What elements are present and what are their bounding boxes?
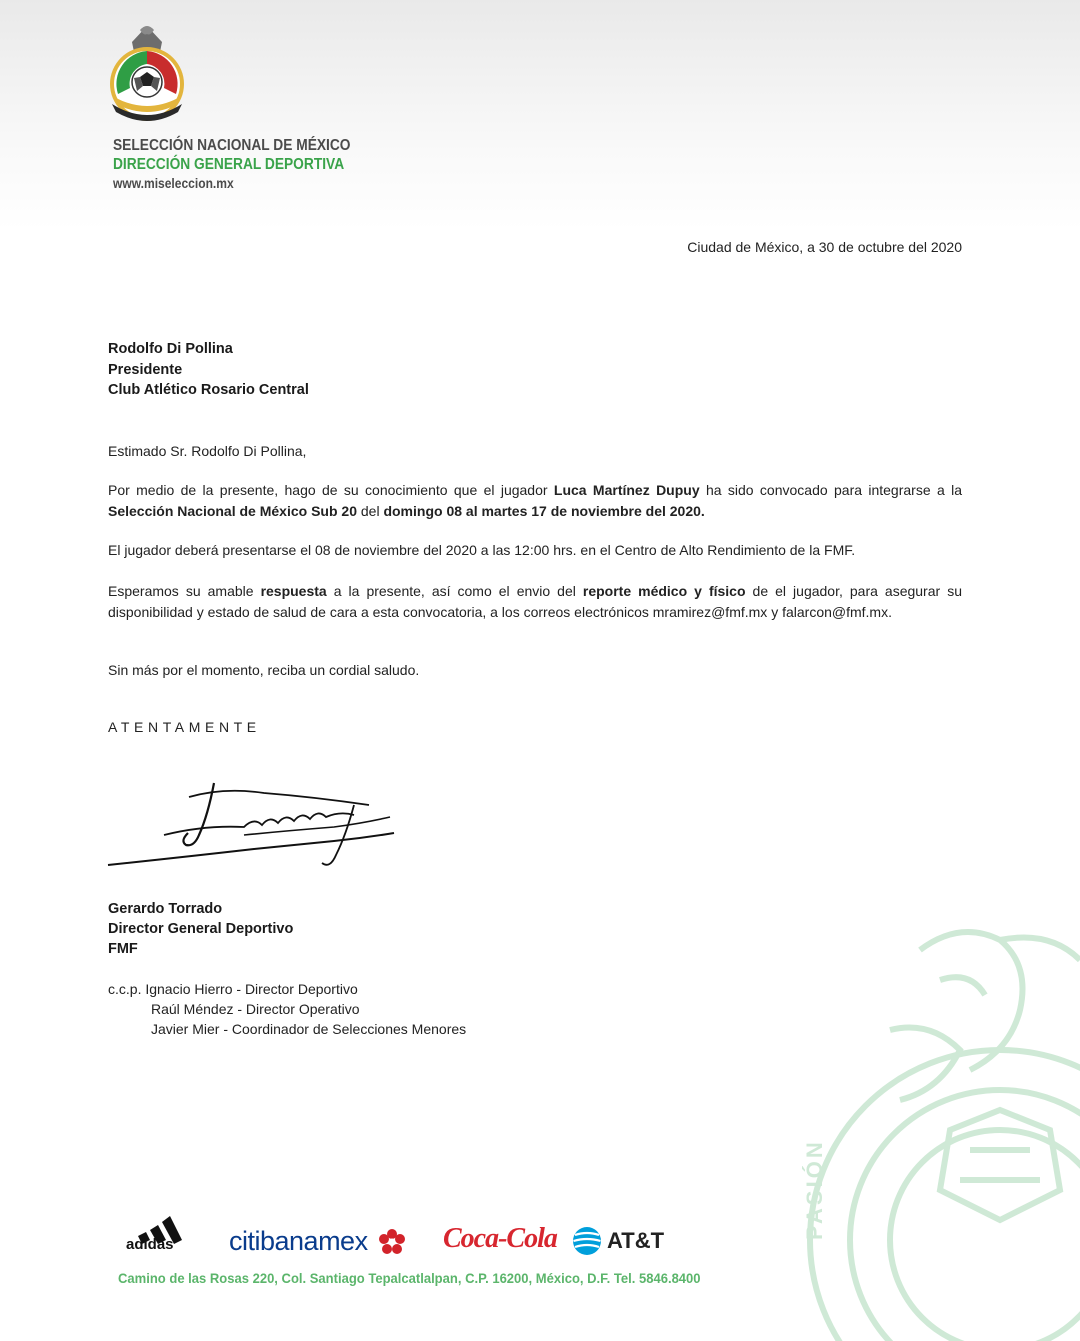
- player-name: Luca Martínez Dupuy: [553, 482, 700, 498]
- text-run: del: [356, 502, 384, 519]
- handwritten-signature: [104, 775, 404, 875]
- recipient-name: Rodolfo Di Pollina: [108, 341, 233, 357]
- adidas-logo: adidas: [126, 1236, 174, 1253]
- cc-line: c.c.p. Ignacio Hierro - Director Deportivo: [108, 981, 358, 997]
- text-run: de el jugador, para asegurar su disponibilidad y estado de salud de cara a esta convocatoria, a los correos electrónicos mramirez@fmf.mx y falarcon@fmf.mx.: [108, 583, 962, 620]
- citibanamex-logo: citibanamex: [229, 1226, 368, 1256]
- text-run: Esperamos su amable: [108, 583, 261, 599]
- closing-line: Sin más por el momento, reciba un cordial saludo.: [108, 662, 420, 678]
- att-globe-icon: [572, 1226, 602, 1256]
- text-run: ha sido convocado para integrarse a la: [699, 482, 962, 498]
- signer-name: Gerardo Torrado: [108, 901, 223, 917]
- paragraph-convocation: [108, 480, 962, 521]
- signer-title: Director General Deportivo: [108, 921, 294, 937]
- carbon-copy-list: [108, 979, 466, 1039]
- recipient-organization: Club Atlético Rosario Central: [108, 382, 309, 398]
- paragraph-request: [108, 581, 962, 622]
- signer-block: [108, 899, 293, 959]
- fmf-watermark: [770, 910, 1080, 1341]
- organization-website: www.miseleccion.mx: [113, 175, 234, 191]
- text-run: Por medio de la presente, hago de su conocimiento que el jugador: [108, 482, 554, 498]
- recipient-block: [108, 339, 309, 401]
- team-name: Selección Nacional de México Sub 20: [108, 502, 357, 519]
- watermark-word: PASIÓN: [802, 1139, 827, 1240]
- cc-line: Javier Mier - Coordinador de Selecciones Menores: [151, 1021, 467, 1037]
- cc-line: Raúl Méndez - Director Operativo: [151, 1001, 360, 1017]
- coca-cola-logo: Coca-Cola: [443, 1223, 557, 1254]
- sign-off: ATENTAMENTE: [108, 719, 261, 735]
- signer-organization: FMF: [108, 941, 138, 957]
- convocation-dates: domingo 08 al martes 17 de noviembre del 2020.: [383, 502, 705, 519]
- medical-report-emphasis: reporte médico y físico: [582, 583, 746, 599]
- footer-address: Camino de las Rosas 220, Col. Santiago Tepalcatlalpan, C.P. 16200, México, D.F. Tel. 5846.8400: [118, 1270, 701, 1286]
- letter-date: Ciudad de México, a 30 de octubre del 2020: [687, 239, 962, 255]
- text-run: a la presente, así como el envio del: [326, 583, 583, 599]
- att-logo: AT&T: [607, 1228, 665, 1253]
- organization-block: [113, 136, 389, 193]
- recipient-title: Presidente: [108, 361, 183, 378]
- organization-department: DIRECCIÓN GENERAL DEPORTIVA: [113, 156, 345, 173]
- paragraph-arrival: El jugador deberá presentarse el 08 de noviembre del 2020 a las 12:00 hrs. en el Centro de Alto Rendimiento de la FMF.: [108, 542, 856, 558]
- response-emphasis: respuesta: [260, 583, 327, 599]
- organization-name: SELECCIÓN NACIONAL DE MÉXICO: [113, 137, 351, 154]
- fmf-crest-logo: [104, 22, 190, 122]
- citibanamex-flower-icon: [378, 1228, 406, 1256]
- salutation: Estimado Sr. Rodolfo Di Pollina,: [108, 443, 307, 459]
